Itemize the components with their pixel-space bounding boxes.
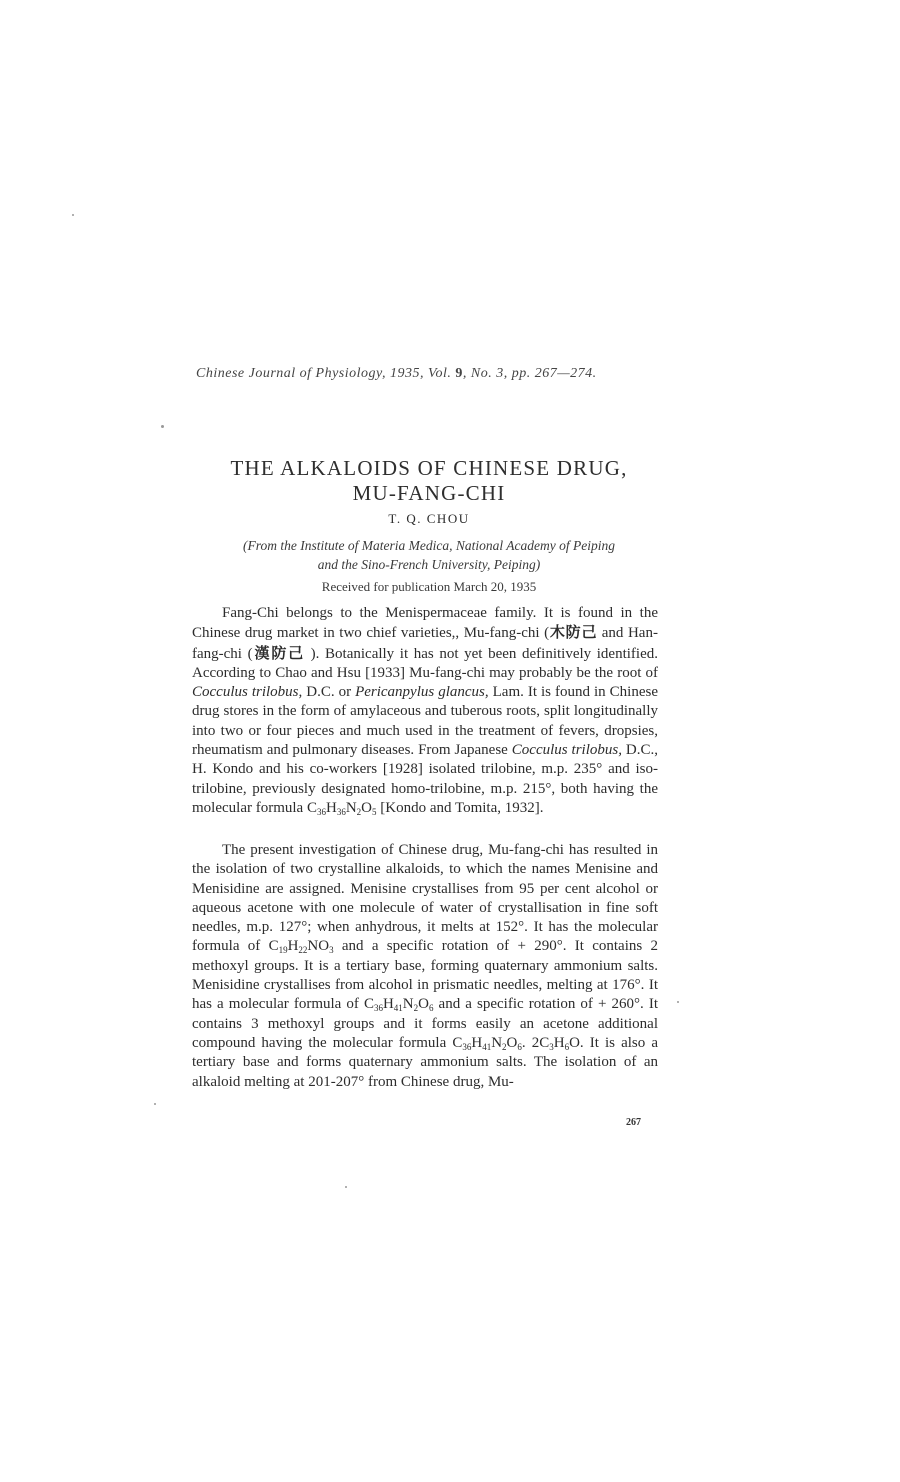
cjk-han-fang-chi: 漢防己	[252, 643, 306, 662]
scan-speck	[677, 1001, 679, 1003]
author-name: T. Q. CHOU	[388, 511, 470, 526]
volume-number: 9	[455, 366, 463, 381]
title-line-1: THE ALKALOIDS OF CHINESE DRUG,	[230, 456, 628, 480]
title-line-2: MU-FANG-CHI	[352, 481, 506, 505]
scan-speck	[161, 425, 164, 428]
page-number: 267	[626, 1117, 641, 1128]
author-affiliation: (From the Institute of Materia Medica, National Academy of Peiping and the Sino-French University, Peiping)	[243, 538, 615, 572]
paragraph-1: Fang-Chi belongs to the Menispermaceae family. It is found in the Chinese drug market in two chief varieties,, Mu-fang-chi (木防己 and Han-fang-chi (漢防己 ). Botanically it has not yet been definitively identified. According to Chao and Hsu [1933] Mu-fang-chi may probably be the root of Cocculus trilobus, D.C. or Pericanpylus glancus, Lam. It is found in Chinese drug stores in the form of amylaceous and tuberous roots, split longitudinally into two or four pieces and much used in the treatment of fevers, dropsies, rheumatism and pulmonary diseases. From Japanese Cocculus trilobus, D.C., H. Kondo and his co-workers [1928] isolated trilobine, m.p. 235° and iso-trilobine, previously designated homo-trilobine, m.p. 215°, both having the molecular formula $C_{36}H_{36}N_2O_5$ [Kondo and Tomita, 1932].	[192, 605, 658, 817]
scan-speck	[345, 1186, 347, 1188]
journal-citation: Chinese Journal of Physiology, 1935, Vol. 9, No. 3, pp. 267—274.	[196, 366, 597, 381]
cjk-mu-fang-chi: 木防己	[549, 623, 598, 642]
scan-speck	[72, 214, 74, 216]
article-title	[196, 456, 662, 506]
paragraph-2: The present investigation of Chinese drug, Mu-fang-chi has resulted in the isolation of two crystalline alkaloids, to which the names Menisine and Menisidine are assigned. Menisine crystallises from 95 per cent alcohol or aqueous acetone with one molecule of water of crystallisation in fine soft needles, m.p. 127°; when anhydrous, it melts at 152°. It has the molecular formula of $C_{19}H_{22}NO_3$ and a specific rotation of + 290°. It contains 2 methoxyl groups. It is a tertiary base, forming quaternary ammonium salts. Menisidine crystallises from alcohol in prismatic needles, melting at 176°. It has a molecular formula of $C_{36}H_{41}N_2O_6$ and a specific rotation of + 260°. It contains 3 methoxyl groups and it forms easily an acetone additional compound having the molecular formula $C_{36}H_{41}N_2O_6$. $2C_3H_6O$. It is also a tertiary base and forms quaternary ammonium salts. The isolation of an alkaloid melting at 201-207° from Chinese drug, Mu-	[192, 842, 659, 1090]
scan-speck	[154, 1103, 156, 1105]
received-date: Received for publication March 20, 1935	[321, 579, 537, 594]
